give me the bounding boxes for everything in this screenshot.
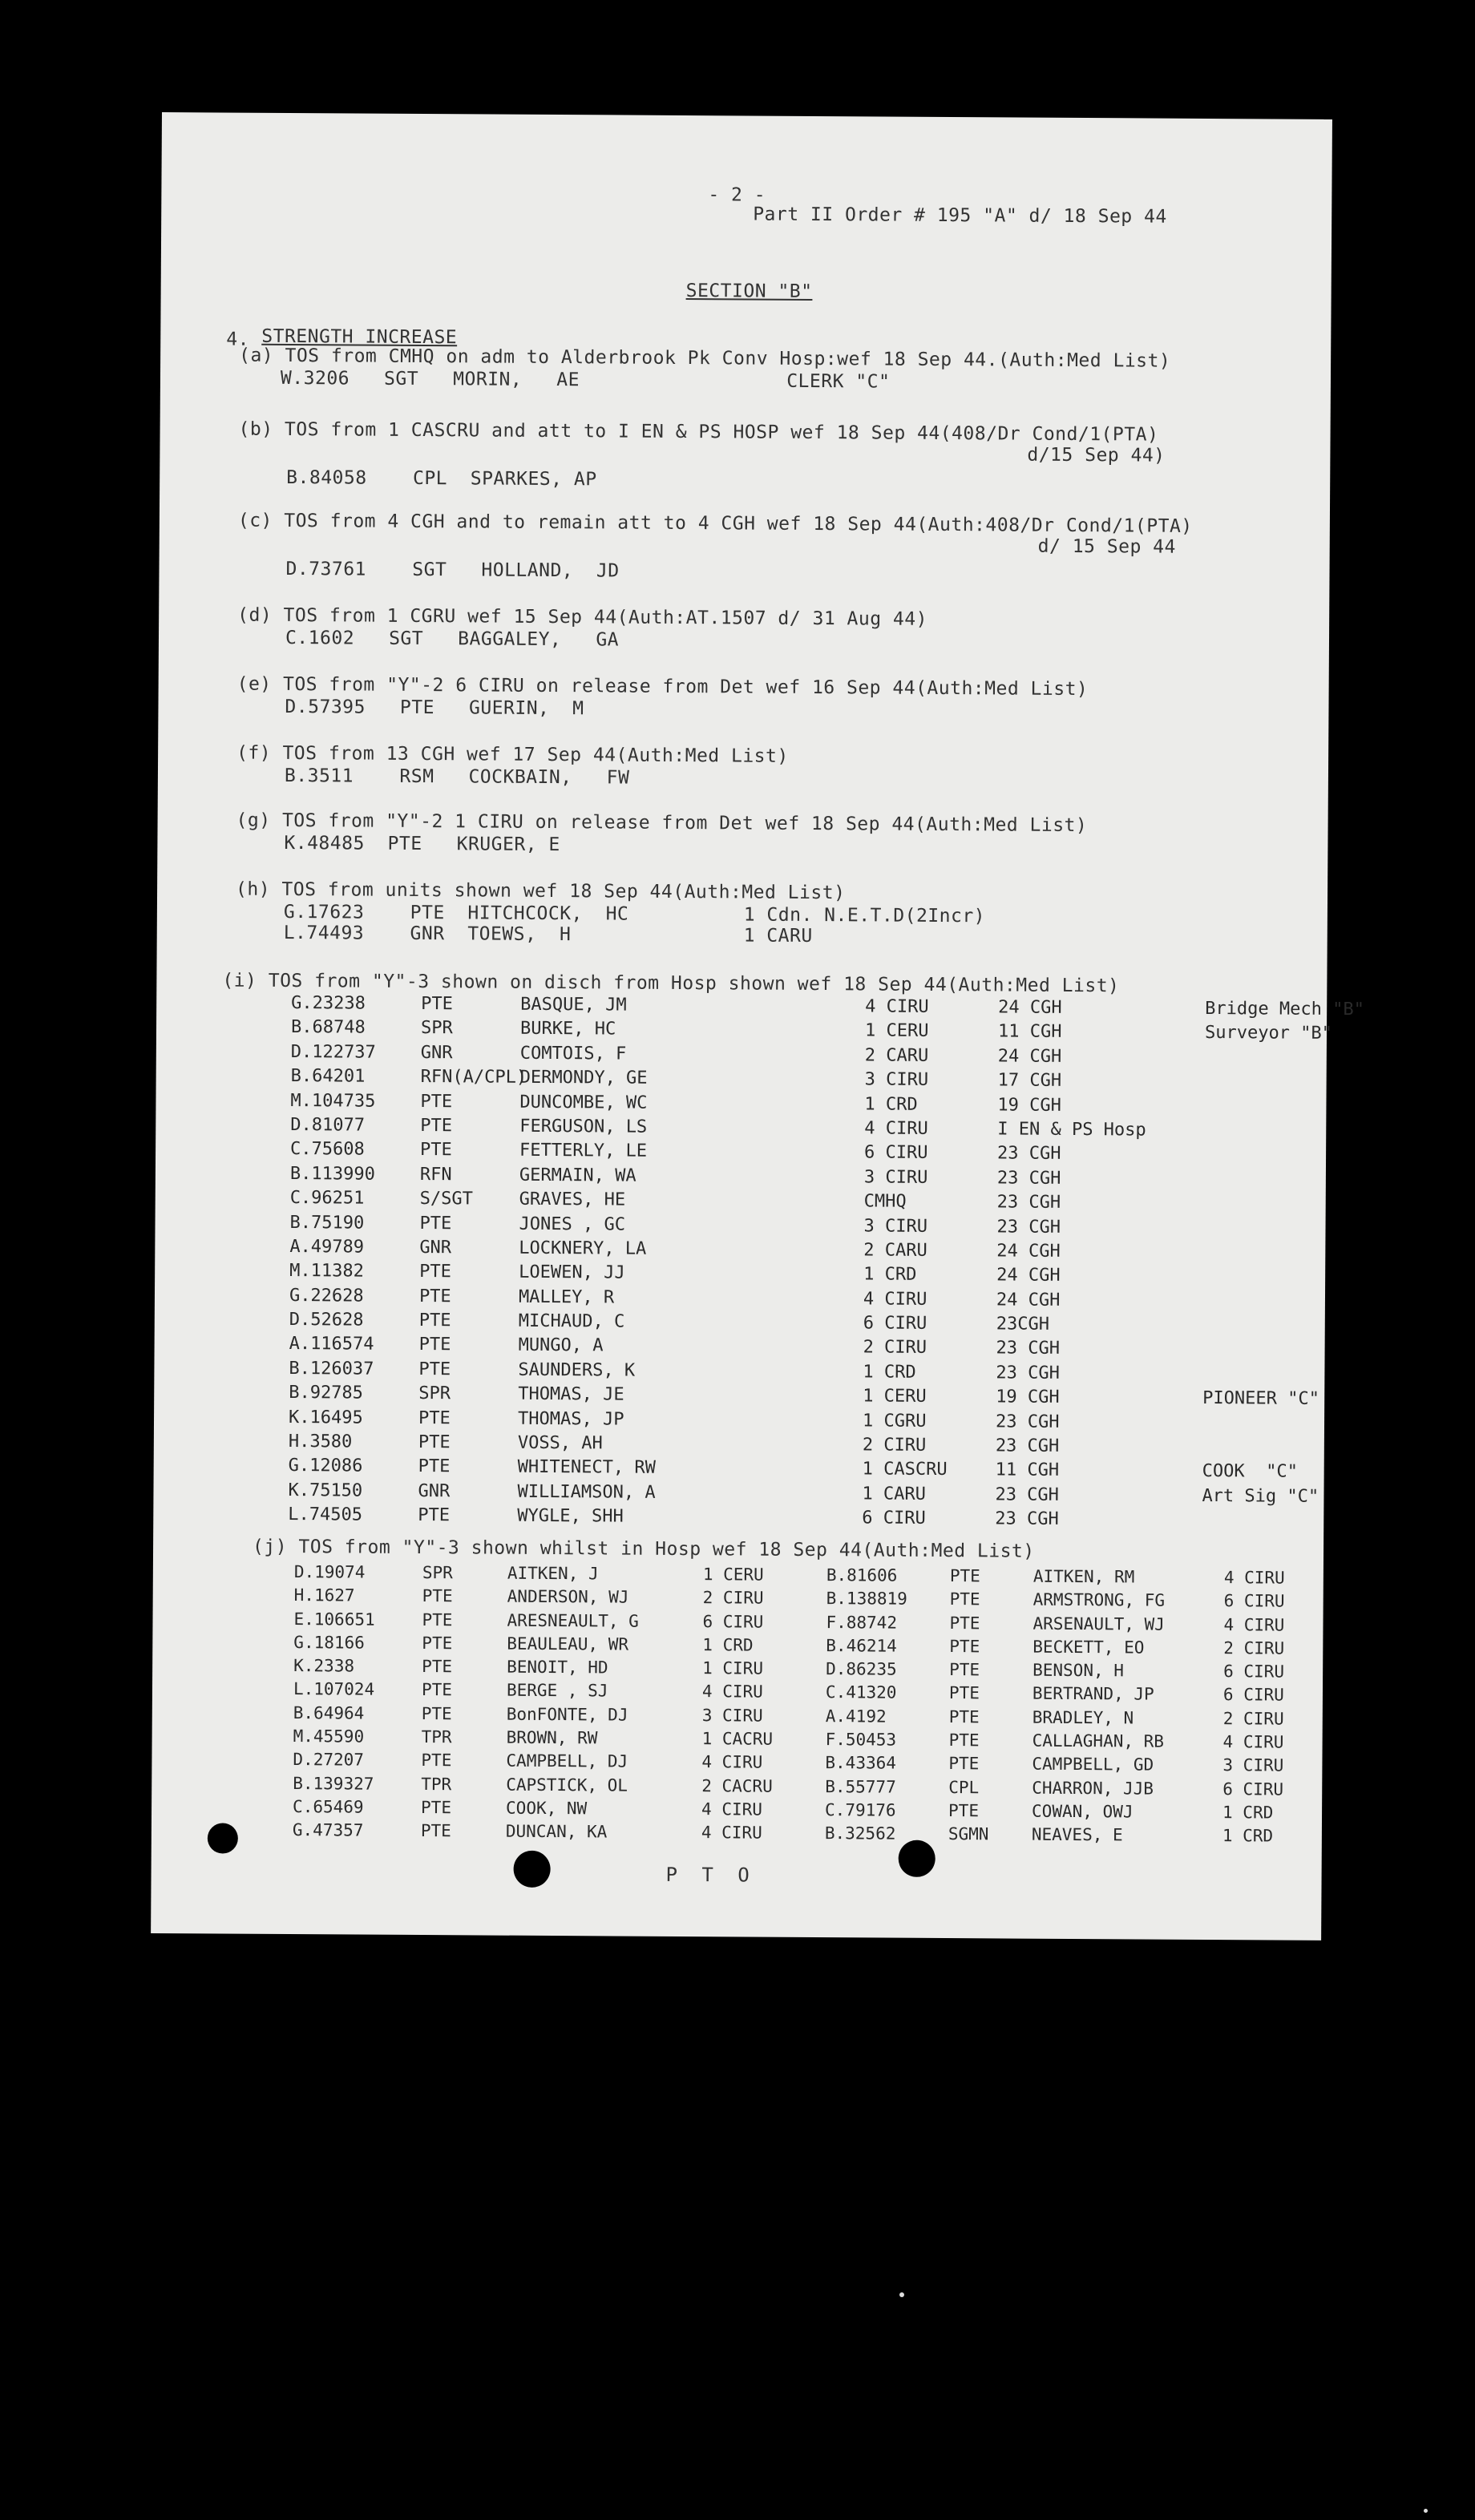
cell-unit-2: 2 CIRU <box>1223 1638 1285 1658</box>
cell-name: THOMAS, JP <box>517 1408 624 1430</box>
cell-unit: 3 CIRU <box>701 1705 763 1726</box>
cell-rank: S/SGT <box>419 1189 474 1210</box>
cell-rank-2: SGMN <box>948 1824 989 1844</box>
cell-name-2: CALLAGHAN, RB <box>1032 1730 1165 1751</box>
film-speck <box>1424 2509 1428 2513</box>
cell-from-unit: 3 CIRU <box>864 1069 929 1091</box>
cell-service-no-2: D.86235 <box>826 1659 897 1679</box>
cell-unit-2: 1 CRD <box>1222 1826 1274 1846</box>
cell-service-no: L.74505 <box>288 1504 363 1525</box>
cell-service-no: G.18166 <box>293 1632 365 1653</box>
cell-rank: TPR <box>421 1727 452 1747</box>
cell-unit-2: 6 CIRU <box>1223 1662 1285 1682</box>
item-c-line2: D.73761 SGT HOLLAND, JD <box>285 558 620 582</box>
item-a-line2: W.3206 SGT MORIN, AE CLERK "C" <box>280 367 891 393</box>
item-g-line1: (g) TOS from "Y"-2 1 CIRU on release from Det wef 18 Sep 44(Auth:Med List) <box>236 810 1088 837</box>
cell-name: CAPSTICK, OL <box>506 1775 628 1795</box>
cell-service-no: B.92785 <box>289 1383 364 1403</box>
item-h-line2: G.17623 PTE HITCHCOCK, HC 1 Cdn. N.E.T.D(2Incr) <box>283 901 986 927</box>
cell-rank: PTE <box>420 1115 453 1137</box>
cell-from-unit: 1 CERU <box>863 1386 927 1407</box>
cell-unit: 2 CIRU <box>702 1588 764 1608</box>
cell-unit-2: 1 CRD <box>1222 1803 1274 1823</box>
cell-rank: RFN <box>419 1164 452 1185</box>
cell-unit: 1 CERU <box>702 1565 764 1585</box>
cell-name-2: ARSENAULT, WJ <box>1032 1613 1165 1634</box>
cell-name: CAMPBELL, DJ <box>506 1751 628 1771</box>
cell-hosp: I EN & PS Hosp <box>997 1119 1146 1141</box>
cell-service-no: D.19074 <box>293 1562 366 1582</box>
cell-hosp: 23 CGH <box>996 1338 1061 1359</box>
cell-rank-2: PTE <box>948 1754 980 1774</box>
cell-from-unit: 4 CIRU <box>864 1118 928 1139</box>
cell-rank: PTE <box>420 1140 452 1161</box>
item-c-line1b: d/ 15 Sep 44 <box>1037 535 1176 558</box>
cell-from-unit: 3 CIRU <box>863 1167 928 1188</box>
section-title: SECTION "B" <box>685 280 813 302</box>
cell-name-2: ARMSTRONG, FG <box>1032 1589 1166 1610</box>
cell-unit: 4 CIRU <box>701 1823 762 1843</box>
cell-from-unit: 6 CIRU <box>862 1508 926 1529</box>
cell-from-unit: 1 CERU <box>864 1020 929 1042</box>
cell-service-no: B.139327 <box>293 1773 374 1794</box>
cell-name-2: AITKEN, RM <box>1032 1566 1135 1587</box>
cell-service-no-2: B.81606 <box>826 1565 898 1585</box>
cell-trade: COOK "C" <box>1202 1461 1298 1483</box>
cell-name: ANDERSON, WJ <box>507 1586 629 1607</box>
cell-name: MALLEY, R <box>518 1286 615 1308</box>
cell-hosp: 19 CGH <box>996 1387 1060 1408</box>
cell-service-no: A.116574 <box>289 1334 374 1355</box>
cell-service-no: G.23238 <box>291 993 366 1014</box>
cell-rank: PTE <box>418 1456 451 1477</box>
cell-name: DERMONDY, GE <box>519 1067 648 1088</box>
cell-unit-2: 6 CIRU <box>1222 1779 1284 1799</box>
cell-rank-2: PTE <box>948 1706 980 1727</box>
item-b-line2: B.84058 CPL SPARKES, AP <box>286 466 597 491</box>
cell-service-no: B.64201 <box>290 1066 366 1087</box>
cell-service-no-2: B.43364 <box>825 1753 897 1774</box>
cell-unit: 4 CIRU <box>701 1799 763 1819</box>
item-e-line2: D.57395 PTE GUERIN, M <box>285 696 584 720</box>
cell-service-no: G.22628 <box>289 1285 364 1306</box>
cell-name: WYGLE, SHH <box>517 1505 624 1527</box>
cell-name: WILLIAMSON, A <box>517 1481 656 1503</box>
page-number: - 2 - <box>708 184 766 206</box>
cell-service-no: M.104735 <box>290 1090 376 1112</box>
cell-rank: PTE <box>421 1703 452 1724</box>
cell-unit: 2 CACRU <box>701 1775 773 1796</box>
cell-hosp: 23 CGH <box>995 1411 1060 1432</box>
cell-from-unit: 4 CIRU <box>865 996 929 1017</box>
cell-service-no: B.68748 <box>290 1017 366 1038</box>
cell-hosp: 23CGH <box>996 1314 1050 1335</box>
cell-rank: PTE <box>418 1432 451 1453</box>
cell-name-2: CAMPBELL, GD <box>1032 1755 1154 1775</box>
cell-rank: PTE <box>421 1680 452 1700</box>
cell-unit-2: 3 CIRU <box>1222 1755 1284 1775</box>
cell-rank-2: PTE <box>948 1683 980 1703</box>
cell-hosp: 24 CGH <box>997 1046 1062 1067</box>
cell-rank: GNR <box>420 1042 453 1064</box>
cell-trade: Bridge Mech "B" <box>1205 998 1364 1020</box>
cell-service-no: H.1627 <box>293 1585 355 1605</box>
cell-service-no: K.2338 <box>293 1656 355 1676</box>
cell-name: SAUNDERS, K <box>518 1359 636 1381</box>
cell-name: DUNCOMBE, WC <box>519 1092 648 1113</box>
cell-service-no: A.49789 <box>289 1236 365 1258</box>
cell-name: MICHAUD, C <box>518 1310 625 1332</box>
cell-rank: SPR <box>418 1383 451 1404</box>
list-j-table <box>293 1561 1304 1848</box>
cell-name: VOSS, AH <box>517 1432 603 1454</box>
cell-rank-2: PTE <box>948 1730 980 1751</box>
cell-rank-2: CPL <box>948 1777 980 1797</box>
cell-trade: Surveyor "B" <box>1204 1023 1333 1044</box>
cell-from-unit: 2 CARU <box>864 1045 929 1066</box>
cell-name: MUNGO, A <box>518 1335 604 1356</box>
item-f-line1: (f) TOS from 13 CGH wef 17 Sep 44(Auth:Med List) <box>236 742 789 767</box>
cell-unit-2: 2 CIRU <box>1222 1708 1284 1729</box>
punch-hole-center <box>513 1851 550 1888</box>
cell-rank: PTE <box>422 1586 453 1606</box>
item-d-line2: C.1602 SGT BAGGALEY, GA <box>285 627 620 651</box>
item-h-line1: (h) TOS from units shown wef 18 Sep 44(Auth:Med List) <box>235 878 846 904</box>
cell-rank: PTE <box>421 1797 452 1818</box>
cell-unit-2: 4 CIRU <box>1223 1614 1285 1635</box>
table-row <box>293 1819 1303 1848</box>
cell-rank: PTE <box>419 1262 451 1282</box>
cell-rank: PTE <box>422 1609 453 1630</box>
cell-from-unit: 3 CIRU <box>863 1215 928 1237</box>
cell-from-unit: 2 CIRU <box>863 1337 927 1359</box>
cell-hosp: 11 CGH <box>997 1021 1062 1043</box>
cell-name: BROWN, RW <box>506 1727 598 1748</box>
cell-service-no-2: F.50453 <box>825 1730 897 1750</box>
cell-from-unit: 6 CIRU <box>864 1142 928 1164</box>
cell-hosp: 23 CGH <box>996 1192 1061 1213</box>
cell-name-2: COWAN, OWJ <box>1031 1801 1134 1822</box>
cell-hosp: 23 CGH <box>996 1168 1061 1189</box>
cell-service-no: D.122737 <box>290 1041 376 1063</box>
cell-name: BASQUE, JM <box>520 994 627 1016</box>
cell-service-no-2: B.138819 <box>826 1589 907 1609</box>
cell-name: BERGE , SJ <box>506 1681 608 1701</box>
item-e-line1: (e) TOS from "Y"-2 6 CIRU on release from Det wef 16 Sep 44(Auth:Med List) <box>236 673 1089 701</box>
cell-from-unit: 2 CARU <box>863 1240 927 1261</box>
cell-rank-2: PTE <box>949 1613 980 1633</box>
cell-rank: GNR <box>419 1237 452 1258</box>
cell-unit: 4 CIRU <box>701 1682 763 1702</box>
cell-name-2: BRADLEY, N <box>1032 1707 1134 1728</box>
cell-service-no-2: B.32562 <box>824 1823 896 1844</box>
cell-unit-2: 4 CIRU <box>1223 1568 1285 1588</box>
cell-unit-2: 6 CIRU <box>1223 1591 1285 1611</box>
cell-rank-2: PTE <box>949 1636 980 1657</box>
order-reference: Part II Order # 195 "A" d/ 18 Sep 44 <box>753 204 1167 228</box>
cell-service-no: M.45590 <box>293 1726 365 1747</box>
cell-service-no-2: B.55777 <box>825 1776 896 1797</box>
cell-service-no: M.11382 <box>289 1261 364 1282</box>
cell-unit: 1 CRD <box>702 1635 754 1655</box>
cell-rank-2: PTE <box>949 1566 980 1586</box>
item-c-line1: (c) TOS from 4 CGH and to remain att to 4 CGH wef 18 Sep 44(Auth:408/Dr Cond/1(PTA) <box>237 510 1193 537</box>
cell-name: GRAVES, HE <box>519 1189 626 1210</box>
cell-rank: PTE <box>418 1310 451 1331</box>
cell-hosp: 24 CGH <box>998 997 1062 1018</box>
cell-from-unit: 1 CRD <box>863 1362 916 1383</box>
cell-hosp: 24 CGH <box>996 1241 1061 1262</box>
cell-hosp: 11 CGH <box>995 1460 1060 1481</box>
cell-rank: SPR <box>420 1018 453 1039</box>
cell-name-2: CHARRON, JJB <box>1032 1778 1154 1799</box>
cell-name: WHITENECT, RW <box>517 1457 656 1479</box>
cell-rank: PTE <box>422 1633 453 1654</box>
cell-hosp: 24 CGH <box>996 1265 1061 1286</box>
cell-rank: PTE <box>418 1335 451 1355</box>
cell-name: FERGUSON, LS <box>519 1116 648 1137</box>
cell-trade: Art Sig "C" <box>1202 1485 1319 1507</box>
cell-rank: SPR <box>422 1563 453 1583</box>
cell-from-unit: 4 CIRU <box>863 1289 927 1310</box>
cell-rank: RFN(A/CPL) <box>420 1067 527 1088</box>
cell-name: THOMAS, JE <box>518 1383 624 1405</box>
cell-unit: 1 CIRU <box>702 1658 764 1678</box>
cell-hosp: 23 CGH <box>995 1436 1060 1456</box>
cell-service-no: B.126037 <box>289 1358 374 1379</box>
cell-from-unit: 1 CGRU <box>862 1411 927 1432</box>
cell-name: JONES , GC <box>519 1214 626 1235</box>
cell-name: LOEWEN, JJ <box>519 1262 625 1283</box>
cell-hosp: 17 CGH <box>997 1070 1062 1092</box>
cell-rank: PTE <box>418 1407 451 1428</box>
cell-name: COOK, NW <box>506 1798 588 1819</box>
cell-name-2: BERTRAND, JP <box>1032 1684 1154 1705</box>
cell-service-no: C.96251 <box>289 1188 365 1209</box>
cell-unit: 1 CACRU <box>701 1729 774 1749</box>
cell-rank: TPR <box>421 1774 452 1794</box>
cell-hosp: 23 CGH <box>995 1484 1060 1505</box>
item-h-line3: L.74493 GNR TOEWS, H 1 CARU <box>283 922 813 947</box>
punch-hole-right <box>899 1840 936 1877</box>
cell-trade: PIONEER "C" <box>1202 1388 1319 1410</box>
cell-name: ARESNEAULT, G <box>507 1610 639 1631</box>
cell-service-no: D.27207 <box>293 1750 365 1770</box>
punch-hole-left <box>208 1823 238 1853</box>
cell-name: BENOIT, HD <box>507 1657 608 1678</box>
cell-service-no: L.107024 <box>293 1679 375 1700</box>
cell-service-no-2: F.88742 <box>826 1612 898 1633</box>
cell-unit: 4 CIRU <box>701 1752 763 1772</box>
cell-from-unit: 1 CARU <box>862 1484 927 1504</box>
cell-service-no: K.16495 <box>288 1407 363 1428</box>
cell-service-no-2: A.4192 <box>825 1706 887 1726</box>
cell-rank: PTE <box>421 1751 452 1771</box>
cell-unit-2: 4 CIRU <box>1222 1732 1284 1752</box>
cell-service-no-2: B.46214 <box>826 1635 897 1656</box>
cell-hosp: 23 CGH <box>995 1508 1059 1530</box>
cell-from-unit: CMHQ <box>863 1191 907 1212</box>
cell-service-no: G.47357 <box>292 1820 364 1840</box>
cell-service-no: E.106651 <box>293 1609 375 1630</box>
cell-rank: PTE <box>418 1359 451 1380</box>
table-row <box>288 1503 1290 1533</box>
cell-name: COMTOIS, F <box>519 1043 627 1064</box>
cell-name: GERMAIN, WA <box>519 1165 636 1186</box>
cell-service-no-2: C.79176 <box>825 1800 896 1820</box>
list-i-table <box>288 991 1364 1533</box>
item-i-line1: (i) TOS from "Y"-3 shown on disch from Hosp shown wef 18 Sep 44(Auth:Med List) <box>222 970 1120 997</box>
cell-service-no: H.3580 <box>288 1432 353 1452</box>
cell-rank: PTE <box>420 1091 453 1112</box>
cell-service-no: G.12086 <box>288 1456 363 1476</box>
item-g-line2: K.48485 PTE KRUGER, E <box>284 832 560 856</box>
cell-hosp: 23 CGH <box>997 1143 1061 1165</box>
cell-name-2: BECKETT, EO <box>1032 1637 1145 1658</box>
cell-service-no: C.65469 <box>293 1797 364 1817</box>
cell-name: LOCKNERY, LA <box>519 1238 647 1259</box>
cell-hosp: 23 CGH <box>996 1363 1060 1383</box>
cell-name: AITKEN, J <box>507 1563 599 1584</box>
heading-number: 4. <box>226 329 250 350</box>
cell-name: FETTERLY, LE <box>519 1141 648 1162</box>
cell-rank-2: PTE <box>948 1801 980 1821</box>
cell-service-no: D.52628 <box>289 1310 364 1331</box>
cell-rank-2: PTE <box>949 1660 980 1680</box>
pto: P T O <box>665 1863 750 1887</box>
cell-service-no: C.75608 <box>290 1139 365 1160</box>
cell-rank-2: PTE <box>949 1589 980 1609</box>
cell-from-unit: 1 CRD <box>863 1264 917 1286</box>
item-a-line1: (a) TOS from CMHQ on adm to Alderbrook Pk Conv Hosp:wef 18 Sep 44.(Auth:Med List) <box>239 345 1171 372</box>
cell-hosp: 19 CGH <box>997 1094 1062 1116</box>
cell-rank: PTE <box>418 1505 451 1526</box>
cell-rank: GNR <box>418 1480 451 1502</box>
cell-from-unit: 2 CIRU <box>862 1435 927 1456</box>
cell-from-unit: 6 CIRU <box>863 1313 927 1334</box>
cell-name: BonFONTE, DJ <box>506 1704 628 1725</box>
film-speck <box>899 2292 904 2297</box>
cell-rank: PTE <box>419 1213 452 1234</box>
cell-name-2: NEAVES, E <box>1031 1824 1123 1845</box>
cell-hosp: 24 CGH <box>996 1290 1061 1310</box>
cell-service-no: D.81077 <box>290 1114 366 1136</box>
cell-service-no: B.75190 <box>289 1212 365 1234</box>
item-b-line1b: d/15 Sep 44) <box>1027 444 1166 466</box>
cell-service-no: B.64964 <box>293 1702 365 1723</box>
cell-unit-2: 6 CIRU <box>1222 1685 1284 1706</box>
item-b-line1: (b) TOS from 1 CASCRU and att to I EN & PS HOSP wef 18 Sep 44(408/Dr Cond/1(PTA) <box>238 418 1159 446</box>
cell-unit: 6 CIRU <box>702 1611 764 1632</box>
cell-name-2: BENSON, H <box>1032 1660 1125 1681</box>
cell-rank: PTE <box>418 1286 451 1306</box>
cell-name: BURKE, HC <box>519 1019 616 1040</box>
cell-rank: PTE <box>420 1821 451 1841</box>
cell-name: BEAULEAU, WR <box>507 1634 629 1654</box>
cell-from-unit: 1 CRD <box>864 1093 918 1115</box>
item-j-line1: (j) TOS from "Y"-3 shown whilst in Hosp wef 18 Sep 44(Auth:Med List) <box>252 1536 1035 1562</box>
cell-name: DUNCAN, KA <box>505 1821 608 1842</box>
cell-rank: PTE <box>421 993 454 1015</box>
cell-hosp: 23 CGH <box>996 1216 1061 1238</box>
heading-title: STRENGTH INCREASE <box>261 325 458 349</box>
item-f-line2: B.3511 RSM COCKBAIN, FW <box>284 765 630 789</box>
cell-from-unit: 1 CASCRU <box>862 1459 948 1480</box>
document-page <box>151 112 1364 1940</box>
cell-service-no: K.75150 <box>288 1480 363 1501</box>
cell-rank: PTE <box>422 1657 453 1677</box>
cell-service-no-2: C.41320 <box>825 1682 897 1703</box>
cell-service-no: B.113990 <box>289 1163 375 1185</box>
item-d-line1: (d) TOS from 1 CGRU wef 15 Sep 44(Auth:AT.1507 d/ 31 Aug 44) <box>237 604 928 630</box>
